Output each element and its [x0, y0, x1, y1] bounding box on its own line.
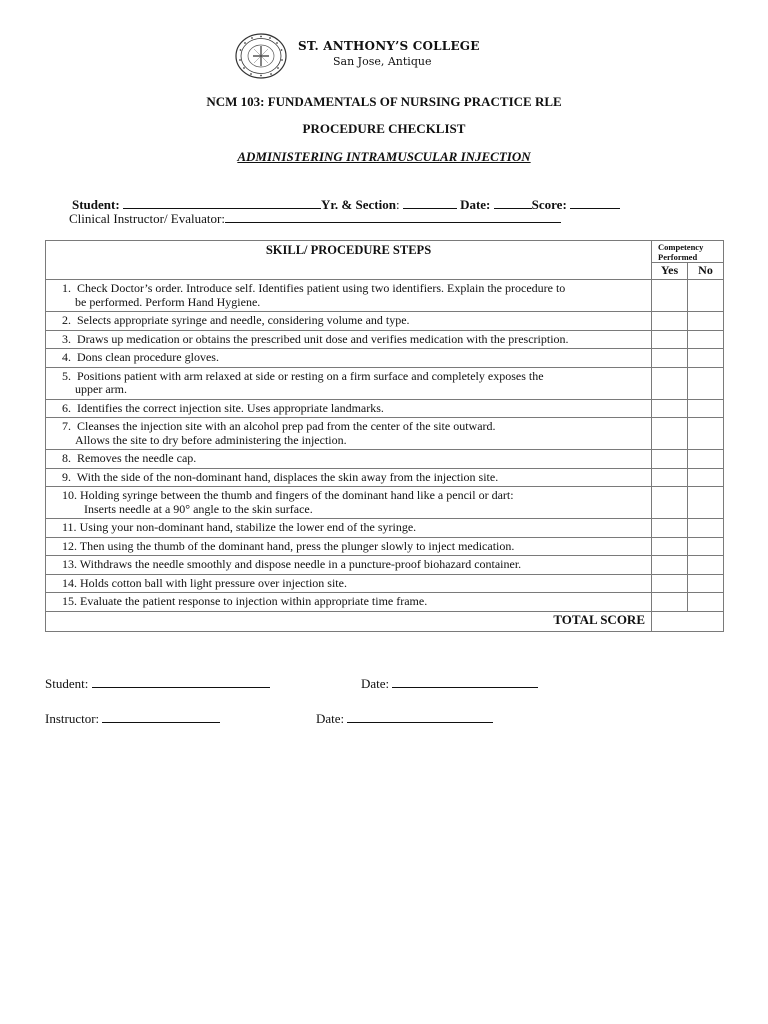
student-signature-label: Student: [45, 676, 89, 691]
step-no-cell[interactable] [688, 418, 724, 450]
student-signature-row [45, 676, 270, 692]
step-line: Check Doctor’s order. Introduce self. Identifies patient using two identifiers. Explain the procedure to [77, 281, 566, 295]
step-number: 14. [62, 575, 77, 590]
date-field[interactable] [494, 197, 532, 209]
step-no-cell[interactable] [688, 330, 724, 349]
step-yes-cell[interactable] [652, 367, 688, 399]
step-text [46, 418, 652, 450]
step-line: Removes the needle cap. [77, 451, 197, 465]
step-yes-cell[interactable] [652, 280, 688, 312]
course-title: NCM 103: FUNDAMENTALS OF NURSING PRACTICE RLE [206, 94, 562, 109]
yr-section-colon: : [395, 197, 400, 212]
step-line: Then using the thumb of the dominant hand, press the plunger slowly to inject medication. [79, 538, 515, 553]
step-number: 13. [62, 557, 77, 571]
step-line: Dons clean procedure gloves. [77, 350, 219, 364]
college-location: San Jose, Antique [333, 55, 432, 68]
table-row [46, 537, 724, 556]
step-yes-cell[interactable] [652, 349, 688, 368]
student-date-field[interactable] [392, 676, 538, 688]
instructor-signature-row [45, 711, 220, 727]
step-line: Positions patient with arm relaxed at side or resting on a firm surface and completely exposes the [77, 368, 544, 383]
step-line: Draws up medication or obtains the prescribed unit dose and verifies medication with the prescription. [77, 331, 569, 346]
table-row [46, 468, 724, 487]
yr-section-label: Yr. & Section [320, 197, 396, 212]
step-yes-cell[interactable] [652, 330, 688, 349]
step-no-cell[interactable] [688, 556, 724, 575]
step-line-continued: be performed. Perform Hand Hygiene. [75, 294, 261, 309]
step-number: 1. [62, 281, 71, 295]
instructor-signature-field[interactable] [102, 711, 220, 723]
step-text [46, 330, 652, 349]
student-name-field[interactable] [123, 197, 321, 209]
table-row [46, 367, 724, 399]
table-row [46, 280, 724, 312]
step-yes-cell[interactable] [652, 593, 688, 612]
table-row [46, 556, 724, 575]
step-yes-cell[interactable] [652, 418, 688, 450]
step-yes-cell[interactable] [652, 519, 688, 538]
yr-section-field[interactable] [403, 197, 457, 209]
table-row [46, 312, 724, 331]
step-no-cell[interactable] [688, 574, 724, 593]
step-line-continued: Inserts needle at a 90° angle to the skin surface. [84, 501, 313, 516]
table-row [46, 574, 724, 593]
step-line-continued: Allows the site to dry before administering the injection. [75, 432, 347, 447]
step-text [46, 450, 652, 469]
competency-header: Competency Performed [652, 241, 724, 263]
step-number: 9. [62, 469, 71, 484]
step-no-cell[interactable] [688, 450, 724, 469]
table-row [46, 349, 724, 368]
total-score-cell[interactable] [652, 611, 724, 631]
document-type: PROCEDURE CHECKLIST [302, 121, 466, 136]
step-text [46, 593, 652, 612]
step-line: With the side of the non-dominant hand, displaces the skin away from the injection site. [76, 469, 499, 484]
step-number: 5. [62, 368, 71, 383]
skill-steps-header: SKILL/ PROCEDURE STEPS [46, 241, 652, 280]
student-label: Student: [72, 197, 120, 212]
step-no-cell[interactable] [688, 367, 724, 399]
step-text [46, 468, 652, 487]
college-name: ST. ANTHONY’S COLLEGE [298, 39, 480, 53]
student-date-label: Date: [361, 676, 390, 691]
step-number: 8. [62, 451, 71, 465]
instructor-date-label: Date: [316, 711, 345, 726]
step-number: 10. [62, 488, 77, 502]
step-line: Evaluate the patient response to injection within appropriate time frame. [80, 594, 428, 608]
step-yes-cell[interactable] [652, 312, 688, 331]
step-no-cell[interactable] [688, 399, 724, 418]
procedure-title: ADMINISTERING INTRAMUSCULAR INJECTION [237, 149, 531, 164]
step-text [46, 537, 652, 556]
step-yes-cell[interactable] [652, 537, 688, 556]
step-no-cell[interactable] [688, 487, 724, 519]
no-header: No [688, 263, 724, 280]
table-row [46, 418, 724, 450]
step-line-continued: upper arm. [75, 382, 127, 396]
student-signature-field[interactable] [92, 676, 270, 688]
step-text [46, 312, 652, 331]
instructor-info-row [69, 211, 561, 227]
procedure-checklist-table [45, 240, 724, 632]
step-text [46, 519, 652, 538]
step-no-cell[interactable] [688, 468, 724, 487]
step-number: 6. [62, 400, 71, 415]
step-yes-cell[interactable] [652, 450, 688, 469]
table-row [46, 593, 724, 612]
student-date-row [361, 676, 538, 692]
step-text [46, 367, 652, 399]
college-seal-logo [234, 32, 288, 80]
instructor-label: Clinical Instructor/ Evaluator: [69, 211, 225, 226]
step-no-cell[interactable] [688, 593, 724, 612]
step-line: Using your non-dominant hand, stabilize the lower end of the syringe. [79, 520, 417, 534]
step-line: Identifies the correct injection site. Uses appropriate landmarks. [77, 400, 384, 415]
step-text [46, 280, 652, 312]
step-line: Holds cotton ball with light pressure over injection site. [80, 575, 347, 590]
step-text [46, 574, 652, 593]
step-number: 15. [62, 594, 77, 608]
step-yes-cell[interactable] [652, 487, 688, 519]
total-score-label: TOTAL SCORE [46, 611, 652, 631]
step-line: Cleanses the injection site with an alcohol prep pad from the center of the site outward. [77, 419, 496, 433]
step-text [46, 487, 652, 519]
step-number: 7. [62, 419, 71, 433]
step-no-cell[interactable] [688, 280, 724, 312]
step-line: Withdraws the needle smoothly and dispose needle in a puncture-proof biohazard container. [79, 557, 522, 571]
step-line: Holding syringe between the thumb and fingers of the dominant hand like a pencil or dart: [80, 488, 514, 502]
step-line: Selects appropriate syringe and needle, considering volume and type. [77, 313, 410, 327]
step-number: 2. [62, 313, 71, 327]
step-number: 3. [62, 331, 71, 346]
step-no-cell[interactable] [688, 312, 724, 331]
step-number: 12. [62, 538, 77, 553]
table-row [46, 487, 724, 519]
step-no-cell[interactable] [688, 349, 724, 368]
step-number: 4. [62, 350, 71, 364]
instructor-date-field[interactable] [347, 711, 493, 723]
score-field[interactable] [570, 197, 620, 209]
yes-header: Yes [652, 263, 688, 280]
instructor-date-row [316, 711, 493, 727]
date-label: Date: [460, 197, 491, 212]
step-number: 11. [62, 520, 77, 534]
step-yes-cell[interactable] [652, 556, 688, 575]
table-row [46, 399, 724, 418]
step-text [46, 556, 652, 575]
step-no-cell[interactable] [688, 519, 724, 538]
step-yes-cell[interactable] [652, 399, 688, 418]
step-text [46, 399, 652, 418]
instructor-field[interactable] [225, 211, 561, 223]
instructor-signature-label: Instructor: [45, 711, 100, 726]
table-row [46, 330, 724, 349]
steps-body [46, 280, 724, 612]
step-text [46, 349, 652, 368]
score-label: Score: [531, 197, 567, 212]
step-yes-cell[interactable] [652, 574, 688, 593]
table-row [46, 519, 724, 538]
table-row [46, 450, 724, 469]
step-yes-cell[interactable] [652, 468, 688, 487]
step-no-cell[interactable] [688, 537, 724, 556]
